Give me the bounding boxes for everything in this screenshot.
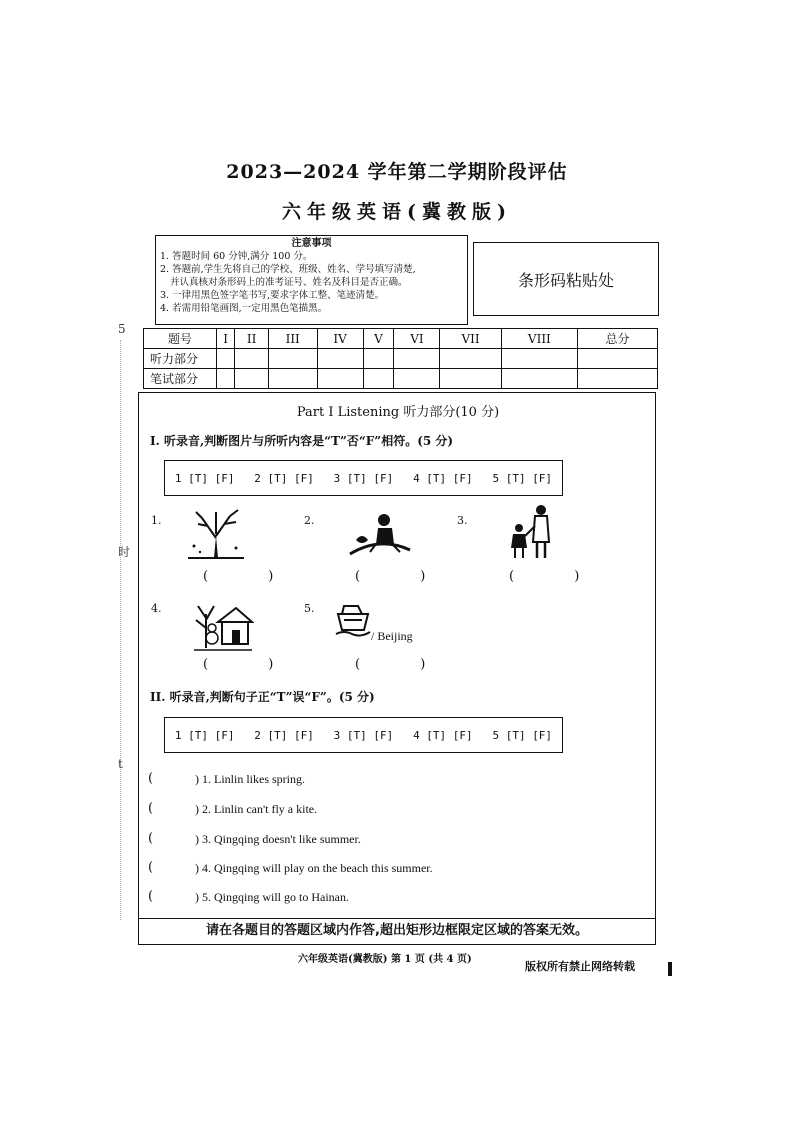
answer-option[interactable]: 4 [T] [F] (413, 471, 473, 485)
item-number: 5. (304, 602, 315, 615)
snow-house-icon (192, 598, 254, 654)
score-cell[interactable] (501, 349, 577, 369)
margin-mark: t (118, 757, 123, 771)
item-number: 1. (151, 514, 162, 527)
exam-subtitle: 六年级英语(冀教版) (282, 201, 512, 223)
notice-item: 4. 若需用铅笔画图,一定用黑色笔描黑。 (160, 303, 328, 314)
answer-paren[interactable]: ( ) (203, 569, 302, 584)
score-cell[interactable] (317, 369, 363, 389)
answer-area-warning: 请在各题目的答题区域内作答,超出矩形边框限定区域的答案无效。 (139, 918, 655, 943)
score-cell[interactable] (394, 349, 440, 369)
margin-mark: 时 (118, 545, 131, 559)
statement: ) 3. Qingqing doesn't like summer. (195, 832, 361, 846)
score-cell[interactable] (440, 349, 501, 369)
answer-option[interactable]: 5 [T] [F] (492, 471, 553, 485)
score-cell[interactable] (363, 369, 394, 389)
score-header: V (363, 329, 394, 349)
notice-heading: 注意事项 (291, 238, 332, 249)
score-header: III (268, 329, 317, 349)
score-table (143, 328, 658, 389)
score-header: 总分 (578, 329, 658, 349)
answer-paren-open[interactable]: ( (148, 801, 154, 816)
section2-instruction: II. 听录音,判断句子正“T”误“F”。(5 分) (150, 690, 375, 704)
answer-paren[interactable]: ( ) (355, 569, 454, 584)
statement: ) 1. Linlin likes spring. (195, 772, 305, 786)
score-cell[interactable] (363, 349, 394, 369)
item-number: 2. (304, 514, 315, 527)
notice-item: 2. 答题前,学生先将自己的学校、班级、姓名、学号填写清楚, (160, 264, 416, 275)
answer-option[interactable]: 3 [T] [F] (333, 728, 394, 742)
score-header-row (144, 329, 658, 349)
notice-item: 3. 一律用黑色签字笔书写,要求字体工整、笔迹清楚。 (160, 290, 385, 301)
answer-options-box (164, 717, 563, 753)
binding-line (120, 340, 121, 920)
item-number: 3. (457, 514, 468, 527)
score-cell[interactable] (578, 349, 658, 369)
score-cell[interactable] (394, 369, 440, 389)
barcode-label: 条形码粘贴处 (517, 270, 614, 290)
statement: ) 2. Linlin can't fly a kite. (195, 802, 318, 816)
item-number: 4. (151, 602, 162, 615)
score-header: II (235, 329, 269, 349)
score-header: VII (440, 329, 501, 349)
answer-option[interactable]: 2 [T] [F] (254, 728, 314, 742)
score-cell[interactable] (235, 349, 269, 369)
statement: ) 4. Qingqing will play on the beach this summer. (195, 861, 433, 875)
score-header: I (217, 329, 235, 349)
score-cell[interactable] (235, 369, 269, 389)
ship-icon (334, 600, 374, 644)
score-header: VIII (501, 329, 577, 349)
score-header: 题号 (144, 329, 217, 349)
score-header: VI (394, 329, 440, 349)
answer-option[interactable]: 1 [T] [F] (174, 728, 235, 742)
image-caption: / Beijing (371, 629, 413, 643)
page-info: 六年级英语(冀教版) 第 1 页 (共 4 页) (298, 954, 472, 965)
score-row-label: 听力部分 (144, 349, 217, 369)
score-header: IV (317, 329, 363, 349)
score-cell[interactable] (578, 369, 658, 389)
copyright-notice: 版权所有禁止网络转载 (525, 960, 635, 973)
score-cell[interactable] (217, 349, 235, 369)
answer-paren-open[interactable]: ( (148, 860, 154, 875)
score-cell[interactable] (217, 369, 235, 389)
score-row (144, 369, 658, 389)
answer-option[interactable]: 5 [T] [F] (492, 728, 553, 742)
answer-options-box (164, 460, 563, 496)
answer-option[interactable]: 3 [T] [F] (333, 471, 394, 485)
answer-paren-open[interactable]: ( (148, 889, 154, 904)
score-row-label: 笔试部分 (144, 369, 217, 389)
kite-girl-icon (348, 510, 412, 560)
answer-paren[interactable]: ( ) (203, 657, 302, 672)
answer-option[interactable]: 1 [T] [F] (174, 471, 235, 485)
barcode-area (473, 242, 659, 316)
notice-item: 1. 答题时间 60 分钟,满分 100 分。 (160, 251, 313, 262)
scan-mark (668, 962, 672, 976)
score-cell[interactable] (268, 369, 317, 389)
exam-title: 2023—2024 学年第二学期阶段评估 (226, 161, 568, 183)
score-cell[interactable] (317, 349, 363, 369)
tree-icon (186, 506, 246, 564)
answer-paren-open[interactable]: ( (148, 831, 154, 846)
family-icon (505, 502, 559, 560)
score-cell[interactable] (440, 369, 501, 389)
part-title: Part I Listening 听力部分(10 分) (296, 405, 500, 420)
section1-instruction: I. 听录音,判断图片与所听内容是“T”否“F”相符。(5 分) (150, 434, 454, 448)
answer-option[interactable]: 2 [T] [F] (254, 471, 314, 485)
margin-mark: 5 (118, 322, 126, 336)
score-cell[interactable] (268, 349, 317, 369)
answer-paren[interactable]: ( ) (509, 569, 608, 584)
answer-paren-open[interactable]: ( (148, 771, 154, 786)
notice-box (155, 235, 468, 325)
answer-paren[interactable]: ( ) (355, 657, 454, 672)
score-cell[interactable] (501, 369, 577, 389)
notice-item: 并认真核对条形码上的准考证号、姓名及科目是否正确。 (170, 277, 408, 288)
answer-option[interactable]: 4 [T] [F] (413, 728, 473, 742)
statement: ) 5. Qingqing will go to Hainan. (195, 890, 349, 904)
score-row (144, 349, 658, 369)
